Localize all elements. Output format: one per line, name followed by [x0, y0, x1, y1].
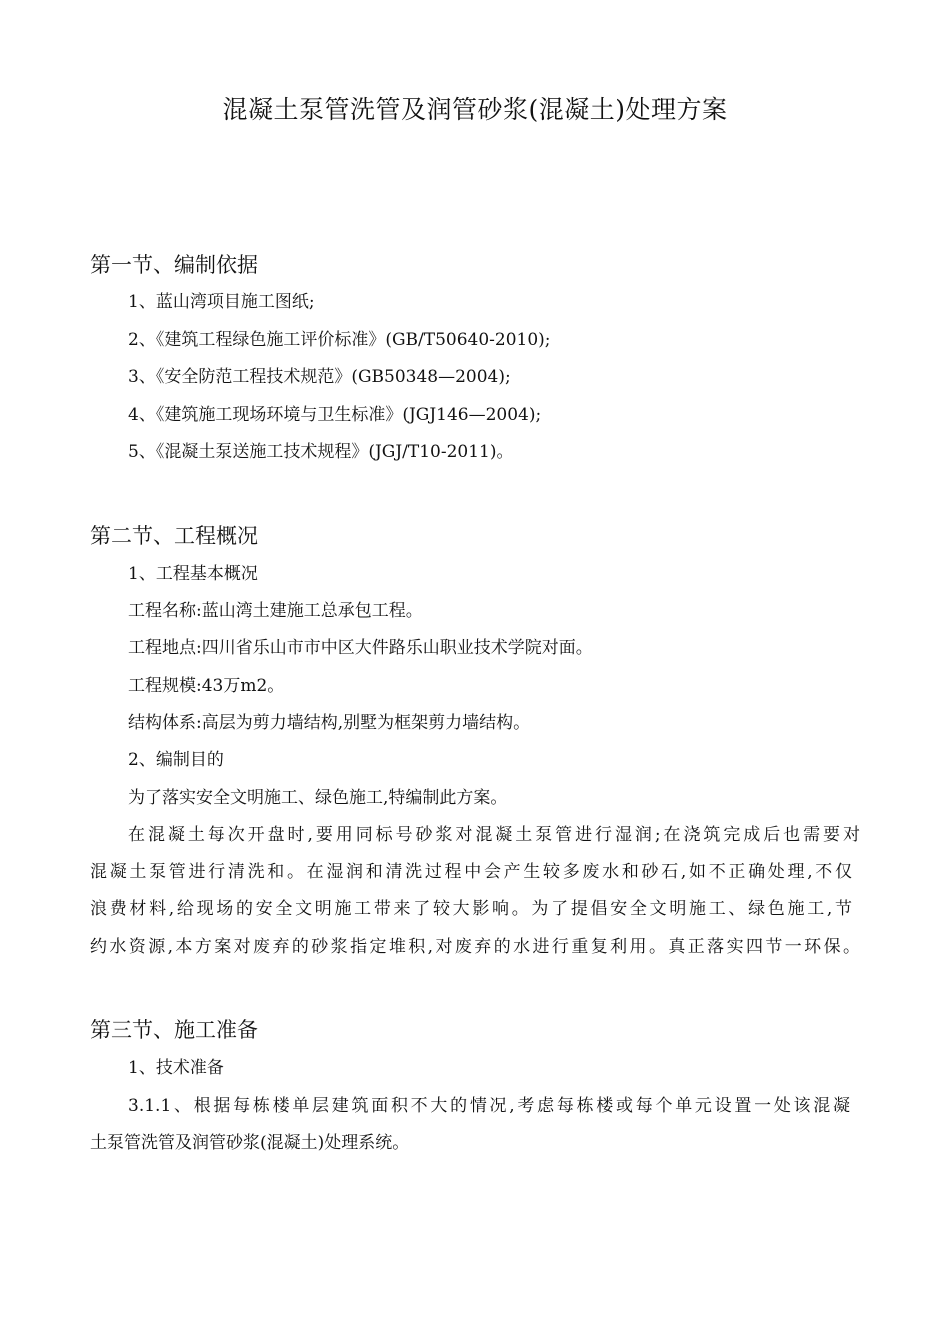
- paragraph-line-2: 混凝土泵管进行清洗和。在湿润和清洗过程中会产生较多废水和砂石,如不正确处理,不仅: [90, 862, 852, 882]
- reference-item-5: 5、《混凝土泵送施工技术规程》(JGJ/T10-2011)。: [128, 442, 514, 462]
- clause-line-1: 3.1.1、根据每栋楼单层建筑面积不大的情况,考虑每栋楼或每个单元设置一处该混凝: [128, 1096, 850, 1116]
- project-name: 工程名称:蓝山湾土建施工总承包工程。: [128, 601, 423, 621]
- subheading-project-overview: 1、工程基本概况: [128, 564, 258, 584]
- section-2-heading: 第二节、工程概况: [90, 524, 258, 548]
- paragraph-line-1: 在混凝土每次开盘时,要用同标号砂浆对混凝土泵管进行湿润;在浇筑完成后也需要对: [128, 825, 860, 845]
- purpose-text: 为了落实安全文明施工、绿色施工,特编制此方案。: [128, 788, 508, 808]
- reference-item-3: 3、《安全防范工程技术规范》(GB50348—2004);: [128, 367, 511, 387]
- subheading-purpose: 2、编制目的: [128, 750, 224, 770]
- project-location: 工程地点:四川省乐山市市中区大件路乐山职业技术学院对面。: [128, 638, 593, 658]
- paragraph-line-4: 约水资源,本方案对废弃的砂浆指定堆积,对废弃的水进行重复利用。真正落实四节一环保。: [90, 937, 860, 957]
- subheading-technical-preparation: 1、技术准备: [128, 1058, 224, 1078]
- clause-line-2: 土泵管洗管及润管砂浆(混凝土)处理系统。: [90, 1133, 410, 1153]
- reference-item-1: 1、蓝山湾项目施工图纸;: [128, 292, 315, 312]
- project-scale: 工程规模:43万m2。: [128, 676, 285, 696]
- reference-item-4: 4、《建筑施工现场环境与卫生标准》(JGJ146—2004);: [128, 405, 542, 425]
- document-title: 混凝土泵管洗管及润管砂浆(混凝土)处理方案: [222, 95, 728, 124]
- structure-system: 结构体系:高层为剪力墙结构,别墅为框架剪力墙结构。: [128, 713, 531, 733]
- section-3-heading: 第三节、施工准备: [90, 1018, 258, 1042]
- paragraph-line-3: 浪费材料,给现场的安全文明施工带来了较大影响。为了提倡安全文明施工、绿色施工,节: [90, 899, 852, 919]
- reference-item-2: 2、《建筑工程绿色施工评价标准》(GB/T50640-2010);: [128, 330, 551, 350]
- section-1-heading: 第一节、编制依据: [90, 253, 258, 277]
